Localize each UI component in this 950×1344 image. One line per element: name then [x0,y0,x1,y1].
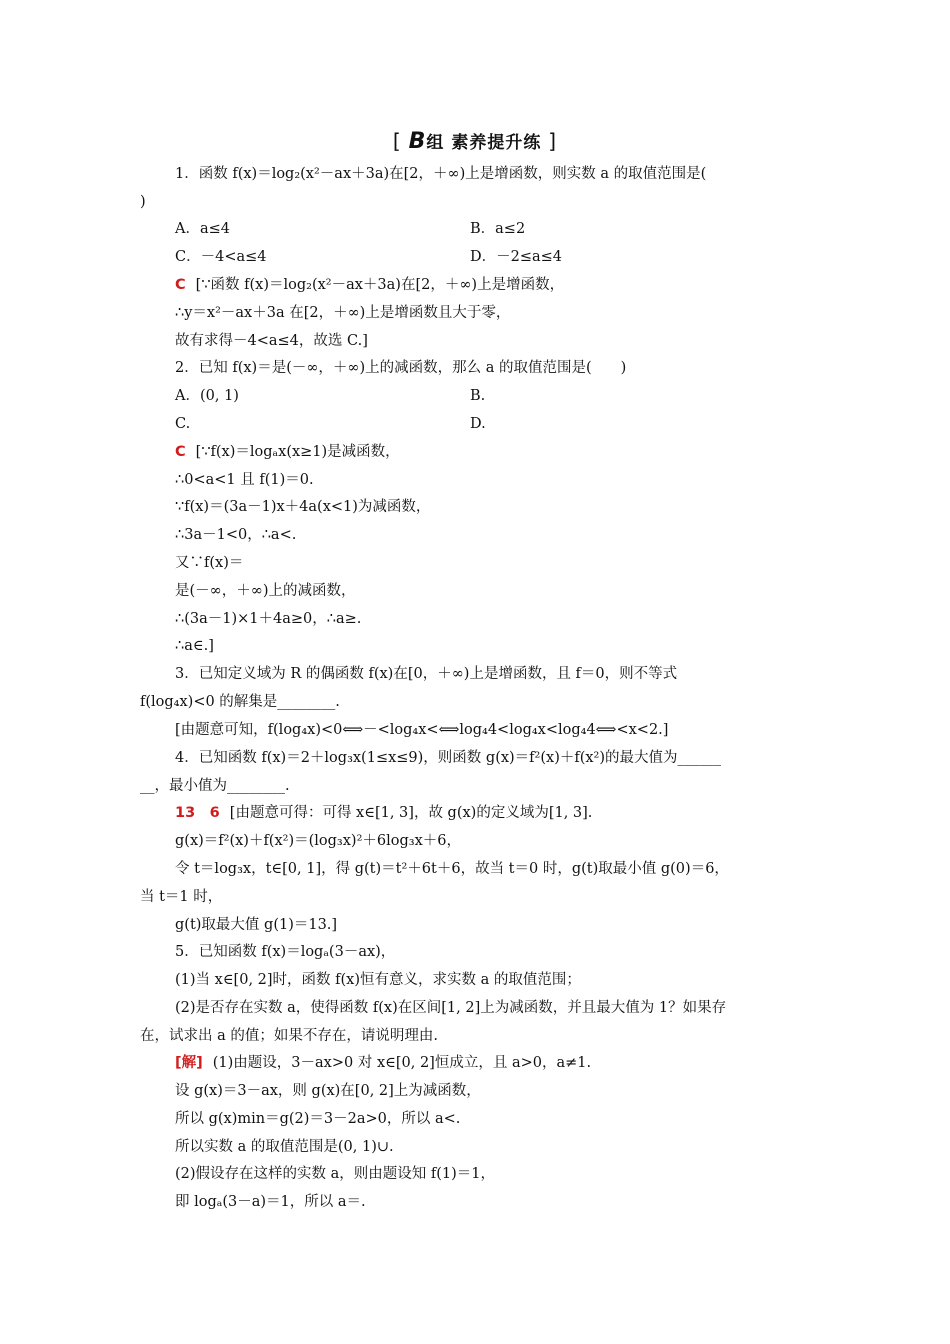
line-text: ∴0<a<1 且 f(1)＝0. [175,472,314,488]
line-text: 故有求得－4<a≤4，故选 C.] [175,333,368,349]
line-text: 3．已知定义域为 R 的偶函数 f(x)在[0，＋∞)上是增函数，且 f＝0，则不等式 [175,666,678,682]
text-line [175,219,230,239]
line-text: (2)是否存在实数 a，使得函数 f(x)在区间[1, 2]上为减函数，并且最大值为 1？如果存 [175,1000,727,1016]
text-line [470,219,525,239]
line-text: D. [470,416,486,432]
line-text: ) [140,194,146,210]
text-line [140,692,340,712]
text-line [175,915,337,935]
text-line [175,275,564,295]
text-line [175,803,592,823]
text-line [175,1109,460,1129]
text-line [175,998,726,1018]
text-line [175,1053,591,1073]
line-text: ∴a∈.] [175,638,214,654]
line-text: [∵函数 f(x)＝log₂(x²－ax＋3a)在[2，＋∞)上是增函数， [195,277,565,293]
header-title: 组 素养提升练 [426,133,542,153]
text-line [470,386,485,406]
line-text: [由题意可知，f(log₄x)<0⟺－<log₄x<⟺log₄4<log₄x<log₄4⟺<x<2.] [175,722,669,738]
text-line [175,859,729,879]
line-text: 5．已知函数 f(x)＝logₐ(3－ax)， [175,944,396,960]
text-line [140,192,146,212]
text-line [175,831,461,851]
answer-label: C [175,277,186,293]
line-text: ∴3a－1<0，∴a<. [175,527,297,543]
answer-label: C [175,444,186,460]
text-line [175,664,677,684]
text-line [175,442,400,462]
header-open-bracket: [ [392,129,402,153]
line-text: D．－2≤a≤4 [470,249,563,265]
text-line [175,525,296,545]
text-line [175,609,361,629]
text-line [175,303,510,323]
text-line [175,247,267,267]
text-line [470,247,562,267]
line-text: 所以 g(x)min＝g(2)＝3－2a>0，所以 a<. [175,1111,461,1127]
line-text: A．a≤4 [175,221,230,237]
text-line [175,720,668,740]
text-line [140,1026,438,1046]
line-text: 1．函数 f(x)＝log₂(x²－ax＋3a)在[2，＋∞)上是增函数，则实数 a 的取值范围是( [175,166,707,182]
text-line [470,414,486,434]
line-text: B．a≤2 [470,221,526,237]
line-text: 即 logₐ(3－a)＝1，所以 a＝. [175,1194,366,1210]
line-text: ∵f(x)＝(3a－1)x＋4a(x<1)为减函数， [175,499,431,515]
text-line [175,386,239,406]
text-line [175,358,626,378]
text-line [175,164,706,184]
line-text: (2)假设存在这样的实数 a，则由题设知 f(1)＝1， [175,1166,496,1182]
line-text: f(log₄x)<0 的解集是________. [140,694,340,710]
text-line [175,497,430,517]
line-text: (1)由题设，3－ax>0 对 x∈[0, 2]恒成立，且 a>0，a≠1. [212,1055,592,1071]
line-text: 4．已知函数 f(x)＝2＋log₃x(1≤x≤9)，则函数 g(x)＝f²(x)＋f(x²)的最大值为______ [175,750,722,766]
answer-label: [解] [175,1055,203,1071]
line-text: __，最小值为________. [140,778,290,794]
line-text: 在，试求出 a 的值；如果不存在，请说明理由. [140,1028,438,1044]
text-line [175,1137,394,1157]
text-line [175,331,368,351]
text-line [175,942,395,962]
line-text: A．(0, 1) [175,388,239,404]
line-text: C. [175,416,191,432]
header-close-bracket: ] [548,129,558,153]
line-text: g(t)取最大值 g(1)＝13.] [175,917,338,933]
line-text: 又∵f(x)＝ [175,555,244,571]
text-line [175,1164,495,1184]
text-line [140,887,222,907]
section-header [0,128,950,154]
line-text: [由题意可得：可得 x∈[1, 3]，故 g(x)的定义域为[1, 3]. [229,805,593,821]
header-group-letter: B [408,129,427,154]
line-text: ∴(3a－1)×1＋4a≥0，∴a≥. [175,611,362,627]
line-text: 2．已知 f(x)＝是(－∞，＋∞)上的减函数，那么 a 的取值范围是( ) [175,360,627,376]
text-line [175,581,355,601]
line-text: 所以实数 a 的取值范围是(0, 1)∪. [175,1139,394,1155]
answer-label: 13 6 [175,805,220,821]
line-text: 是(－∞，＋∞)上的减函数， [175,583,356,599]
line-text: g(x)＝f²(x)＋f(x²)＝(log₃x)²＋6log₃x＋6， [175,833,461,849]
line-text: [∵f(x)＝logₐx(x≥1)是减函数， [195,444,400,460]
line-text: 当 t＝1 时， [140,889,223,905]
text-line [175,1081,481,1101]
text-line [175,470,314,490]
line-text: 设 g(x)＝3－ax，则 g(x)在[0, 2]上为减函数， [175,1083,481,1099]
text-line [175,1192,366,1212]
line-text: C．－4<a≤4 [175,249,267,265]
line-text: B. [470,388,486,404]
text-line [140,776,290,796]
text-line [175,970,581,990]
text-line [175,553,243,573]
text-line [175,636,214,656]
line-text: 令 t＝log₃x，t∈[0, 1]，得 g(t)＝t²＋6t＋6，故当 t＝0 时，g(t)取最小值 g(0)＝6， [175,861,729,877]
text-line [175,748,721,768]
line-text: ∴y＝x²－ax＋3a 在[2，＋∞)上是增函数且大于零， [175,305,511,321]
text-line [175,414,190,434]
line-text: (1)当 x∈[0, 2]时，函数 f(x)恒有意义，求实数 a 的取值范围； [175,972,581,988]
